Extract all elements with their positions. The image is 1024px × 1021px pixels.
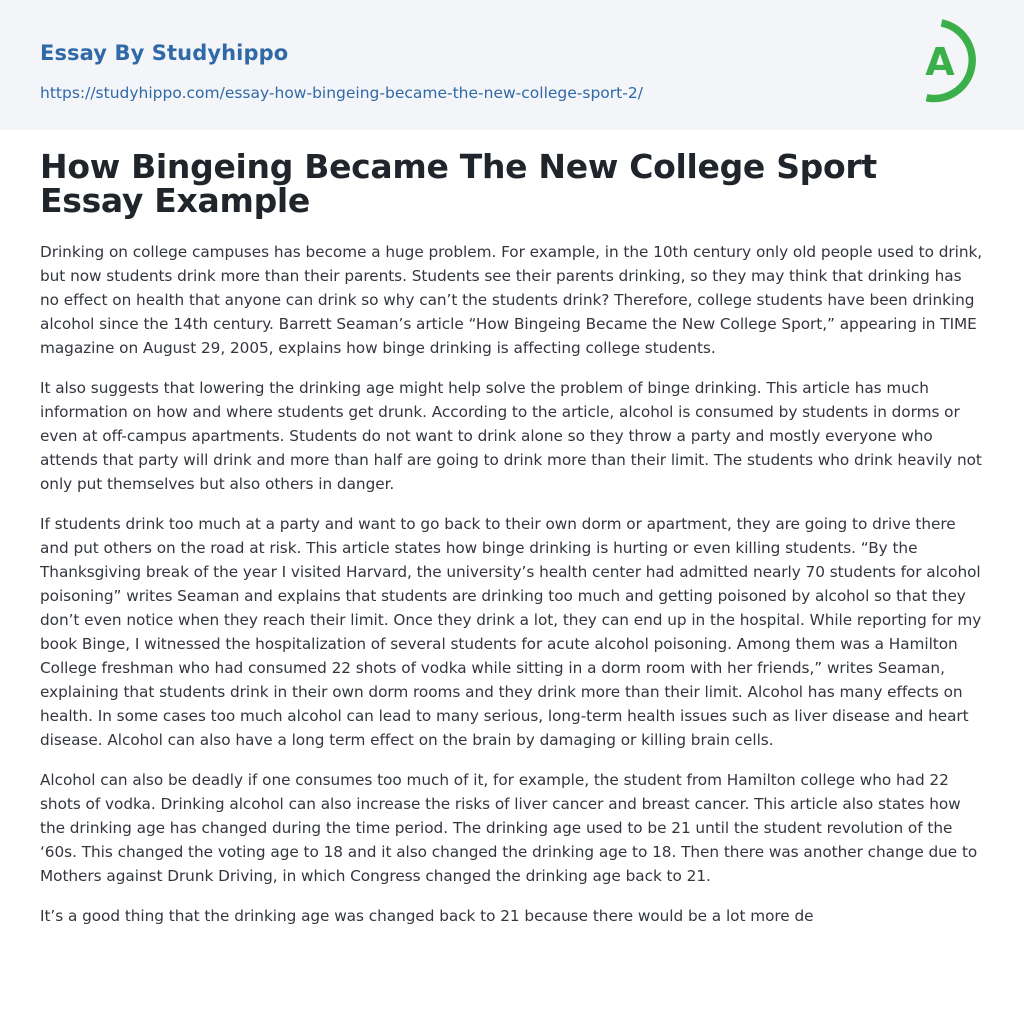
article-content [40,147,985,944]
studyhippo-a-logo-icon[interactable] [911,18,987,106]
site-header [0,0,1024,130]
logo-letter: A [925,40,955,84]
essay-url-link[interactable]: https://studyhippo.com/essay-how-bingeing-became-the-new-college-sport-2/ [40,84,643,102]
site-brand-title[interactable]: Essay By Studyhippo [40,41,289,65]
essay-title: How Bingeing Became The New College Sport Essay Example [40,147,877,220]
essay-paragraph-3: If students drink too much at a party and want to go back to their own dorm or apartment, they are going to drive there and put others on the road at risk. This article states how binge drinking is hurting or even killing students. “By the Thanksgiving break of the year I visited Harvard, the university’s health center had admitted nearly 70 students for alcohol poisoning” writes Seaman and explains that students are drinking too much and getting poisoned by alcohol so that they don’t even notice when they reach their limit. Once they drink a lot, they can end up in the hospital. While reporting for my book Binge, I witnessed the hospitalization of several students for acute alcohol poisoning. Among them was a Hamilton College freshman who had consumed 22 shots of vodka while sitting in a dorm room with her friends,” writes Seaman, explaining that students drink in their own dorm rooms and they drink more than their limit. Alcohol has many effects on health. In some cases too much alcohol can lead to many serious, long-term health issues such as liver disease and heart disease. Alcohol can also have a long term effect on the brain by damaging or killing brain cells. [40,515,982,749]
essay-paragraph-1: Drinking on college campuses has become a huge problem. For example, in the 10th century only old people used to drink, but now students drink more than their parents. Students see their parents drinking, so they may think that drinking has no effect on health that anyone can drink so why can’t the students drink? Therefore, college students have been drinking alcohol since the 14th century. Barrett Seaman’s article “How Bingeing Became the New College Sport,” appearing in TIME magazine on August 29, 2005, explains how binge drinking is affecting college students. [40,243,983,357]
essay-paragraph-5: It’s a good thing that the drinking age was changed back to 21 because there would be a lot more de [40,907,814,925]
essay-paragraph-4: Alcohol can also be deadly if one consumes too much of it, for example, the student from Hamilton college who had 22 shots of vodka. Drinking alcohol can also increase the risks of liver cancer and breast cancer. This article also states how the drinking age has changed during the time period. The drinking age used to be 21 until the student revolution of the ‘60s. This changed the voting age to 18 and it also changed the drinking age to 18. Then there was another change due to Mothers against Drunk Driving, in which Congress changed the drinking age back to 21. [40,771,978,885]
essay-paragraph-2: It also suggests that lowering the drinking age might help solve the problem of binge drinking. This article has much information on how and where students get drunk. According to the article, alcohol is consumed by students in dorms or even at off-campus apartments. Students do not want to drink alone so they throw a party and mostly everyone who attends that party will drink and more than half are going to drink more than their limit. The students who drink heavily not only put themselves but also others in danger. [40,379,982,493]
